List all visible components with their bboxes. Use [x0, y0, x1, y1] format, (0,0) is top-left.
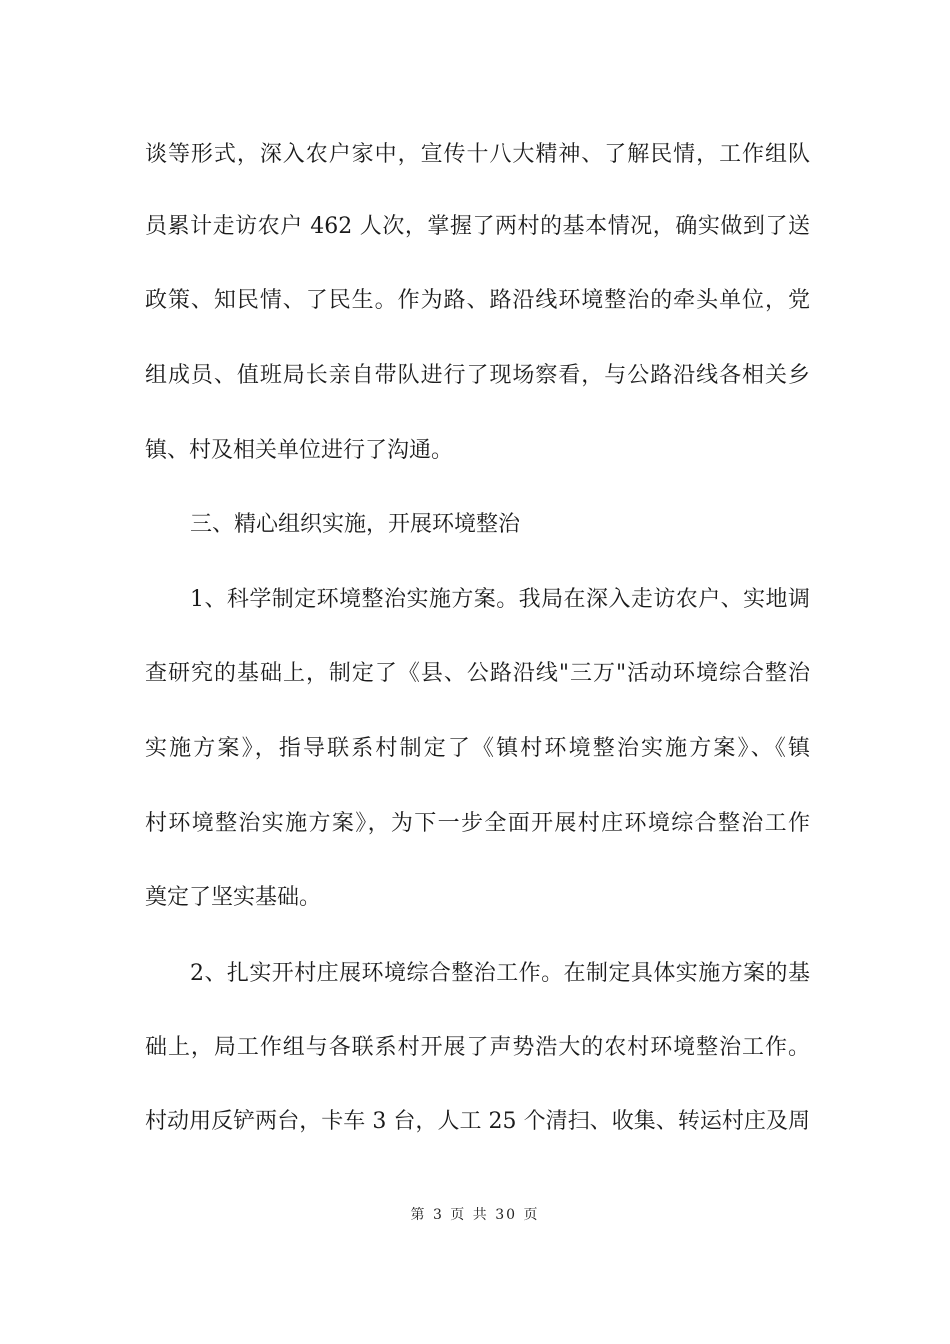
text-line-3: 政策、知民情、了民生。作为路、路沿线环境整治的牵头单位，党	[145, 288, 810, 313]
text-line-9: 实施方案》，指导联系村制定了《镇村环境整治实施方案》、《镇	[145, 736, 810, 761]
text-line-14: 村动用反铲两台，卡车 3 台，人工 25 个清扫、收集、转运村庄及周	[145, 1109, 810, 1134]
text-line-1: 谈等形式，深入农户家中，宣传十八大精神、了解民情，工作组队	[145, 142, 810, 167]
text-line-7: 1、科学制定环境整治实施方案。我局在深入走访农户、实地调	[190, 587, 810, 612]
text-line-4: 组成员、值班局长亲自带队进行了现场察看，与公路沿线各相关乡	[145, 363, 810, 388]
page-footer: 第 3 页 共 30 页	[410, 1207, 540, 1223]
text-line-5: 镇、村及相关单位进行了沟通。	[145, 438, 454, 463]
section-heading: 三、精心组织实施，开展环境整治	[190, 512, 521, 537]
text-line-11: 奠定了坚实基础。	[145, 885, 322, 910]
text-line-8: 查研究的基础上，制定了《县、公路沿线"三万"活动环境综合整治	[145, 661, 810, 686]
text-line-12: 2、扎实开村庄展环境综合整治工作。在制定具体实施方案的基	[190, 961, 810, 986]
text-line-2: 员累计走访农户 462 人次，掌握了两村的基本情况，确实做到了送	[145, 214, 810, 239]
text-line-13: 础上，局工作组与各联系村开展了声势浩大的农村环境整治工作。	[145, 1035, 810, 1060]
text-line-10: 村环境整治实施方案》，为下一步全面开展村庄环境综合整治工作	[145, 811, 810, 836]
